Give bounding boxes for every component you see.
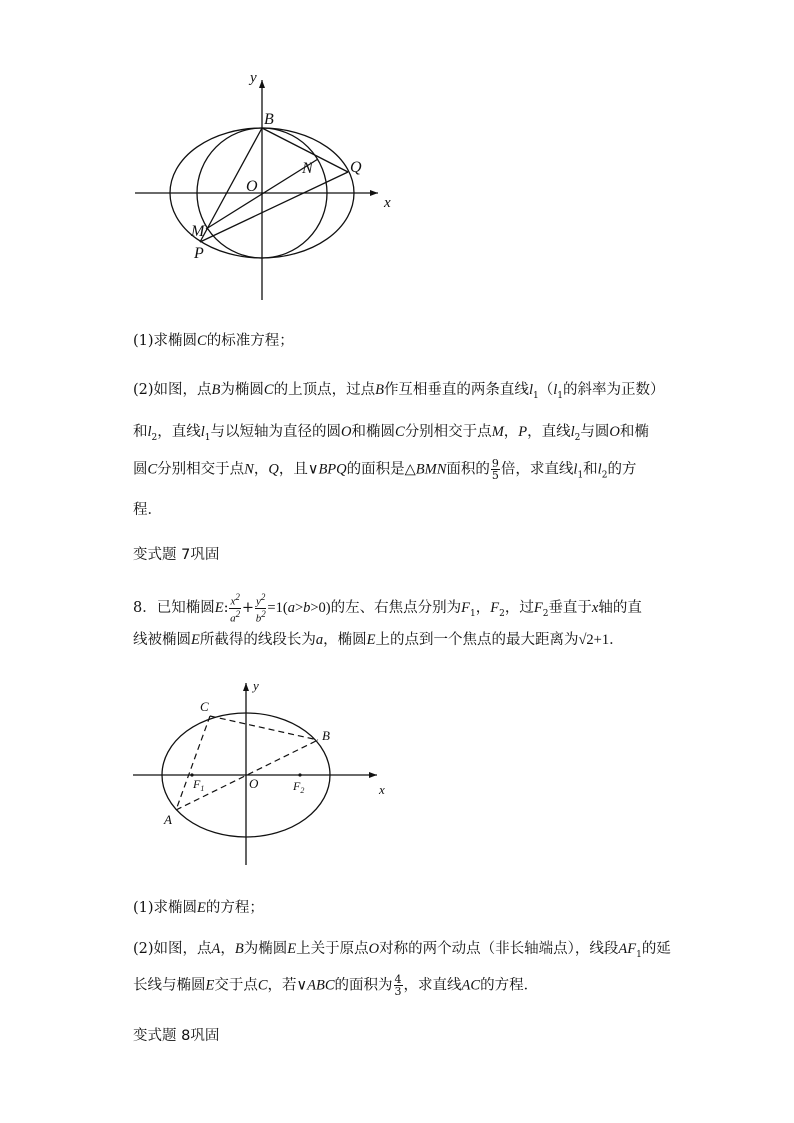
variant8-heading: 变式题 8巩固: [133, 1028, 220, 1044]
p8-part2-line1: (2)如图，点A，B为椭圆E上关于原点O对称的两个动点（非长轴端点），线段$AF_1$的延: [133, 941, 671, 960]
label-y: y: [250, 70, 257, 86]
label-o: O: [246, 178, 258, 195]
p8-part1: (1)求椭圆E的方程；: [133, 900, 264, 916]
label-q: Q: [350, 159, 362, 176]
p7-part2-line2: 和$l_2$，直线$l_1$与以短轴为直径的圆O和椭圆C分别相交于点M，P，直线$l_2$与圆O和椭: [133, 424, 649, 443]
p7-part1: (1)求椭圆C的标准方程；: [133, 333, 294, 349]
label-x-2: x: [379, 782, 385, 797]
p8-part2-line2: 长线与椭圆E交于点C，若∨ABC的面积为 $\frac{4}{3}$ ，求直线AC的方程．: [133, 973, 539, 998]
label-f1: $F_1$: [193, 777, 205, 793]
label-a: A: [164, 812, 172, 827]
label-x: x: [384, 195, 391, 211]
figure-ellipse-circle: [130, 65, 410, 310]
p7-part2-line4: 程．: [133, 502, 162, 518]
label-p: P: [194, 245, 204, 262]
p7-part2-line1: (2)如图，点B为椭圆C的上顶点，过点B作互相垂直的两条直线$l_1(l_1$的斜率为正数）: [133, 382, 665, 401]
p8-line2: 线被椭圆E所截得的线段长为a，椭圆E上的点到一个焦点的最大距离为√2+1．: [133, 632, 624, 648]
label-b-2: B: [322, 728, 330, 743]
variant7-heading: 变式题 7巩固: [133, 547, 220, 563]
p8-line1: 8．已知椭圆E: $\frac{x^2}{a^2}$ + $\frac{y^2}{b^2}$ =1(a>b>0)的左、右焦点分别为$F_1$，$F_2$，过$F_2$垂直于x轴的直: [133, 592, 642, 625]
label-m: M: [191, 223, 205, 240]
label-c: C: [200, 699, 209, 714]
label-y-2: y: [253, 678, 259, 693]
label-b: B: [264, 111, 274, 128]
label-n: N: [302, 160, 313, 177]
figure-ellipse-triangle: [130, 672, 400, 872]
label-f2: $F_2$: [293, 779, 305, 795]
label-o-2: O: [249, 776, 259, 791]
p7-part2-line3: 圆C分别相交于点N，Q，且∨BPQ的面积是△BMN面积的 $\frac{9}{5}$ 倍，求直线$l_1$和$l_2$的方: [133, 457, 637, 482]
